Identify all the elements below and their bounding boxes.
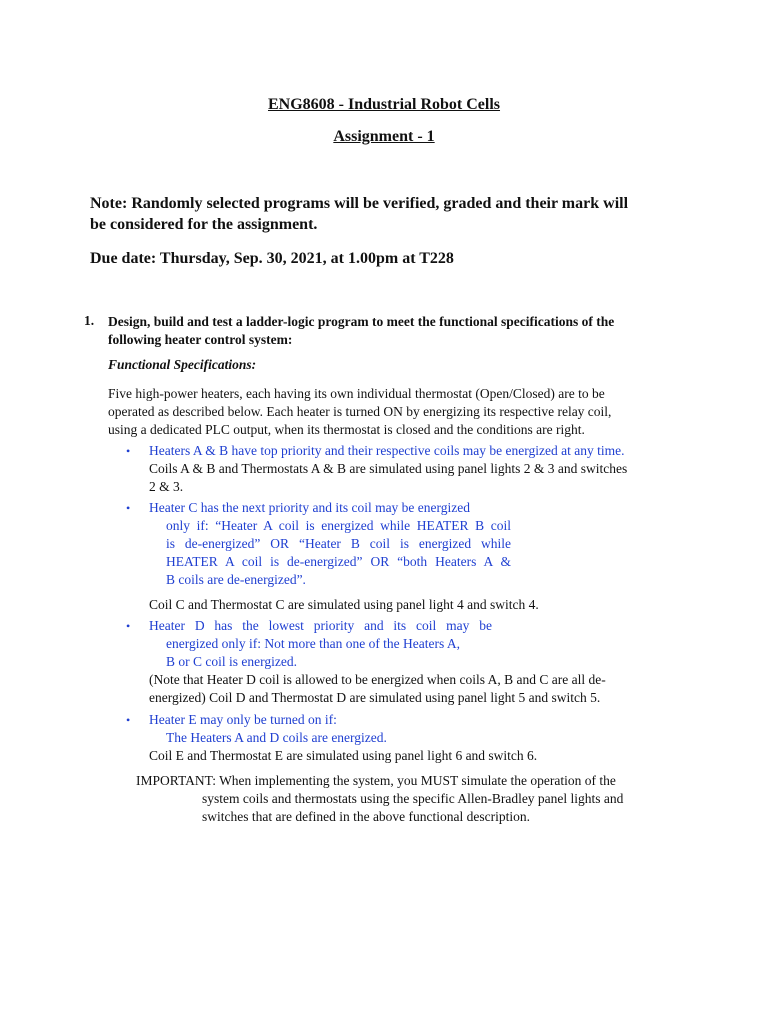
detail-line: (Note that Heater D coil is allowed to be energized when coils A, B and C are all de- (149, 672, 606, 687)
condition-line: only if: “Heater A coil is energized while HEATER B coil (166, 518, 511, 533)
bullet-text: Heater D has the lowest priority and its coil may be (149, 618, 492, 633)
condition-line: HEATER A coil is de-energized” OR “both Heaters A & (166, 554, 511, 569)
question-number: 1. (84, 313, 95, 328)
bullet-text: Heater C has the next priority and its coil may be energized (149, 500, 471, 515)
assignment-title: Assignment - 1 (333, 128, 435, 145)
course-title: ENG8608 - Industrial Robot Cells (267, 96, 501, 113)
important-line: switches that are defined in the above functional description. (202, 809, 531, 824)
bullet-detail (149, 671, 684, 707)
detail-line: Coils A & B and Thermostats A & B are simulated using panel lights 2 & 3 and switches (149, 461, 628, 476)
note (90, 193, 690, 235)
bullet-text-continued: The Heaters A and D coils are energized. (166, 730, 387, 745)
condition-line: is de-energized” OR “Heater B coil is energized while (166, 536, 511, 551)
important-note-continued (202, 790, 682, 826)
intro-line: Five high-power heaters, each having its own individual thermostat (Open/Closed) are to be (108, 386, 605, 401)
functional-spec-title: Functional Specifications: (108, 357, 257, 372)
bullet-icon: • (126, 713, 131, 727)
note-line: be considered for the assignment. (90, 216, 318, 233)
bullet-text: Heaters A & B have top priority and their respective coils may be energized at any time. (149, 443, 625, 458)
note-line: Note: Randomly selected programs will be verified, graded and their mark will (90, 195, 629, 212)
bullet-detail (149, 460, 679, 496)
due-date: Due date: Thursday, Sep. 30, 2021, at 1.00pm at T228 (90, 250, 454, 267)
bullet-text-continued (166, 517, 511, 589)
detail-line: energized) Coil D and Thermostat D are simulated using panel light 5 and switch 5. (149, 690, 601, 705)
important-line: system coils and thermostats using the specific Allen-Bradley panel lights and (202, 791, 624, 806)
bullet-detail: Coil E and Thermostat E are simulated using panel light 6 and switch 6. (149, 748, 538, 763)
question-line: Design, build and test a ladder-logic program to meet the functional specifications of the (108, 314, 615, 329)
detail-line: 2 & 3. (149, 479, 184, 494)
important-note: IMPORTANT: When implementing the system, you MUST simulate the operation of the (136, 773, 616, 788)
bullet-text: Heater E may only be turned on if: (149, 712, 337, 727)
bullet-detail: Coil C and Thermostat C are simulated using panel light 4 and switch 4. (149, 597, 539, 612)
intro-line: using a dedicated PLC output, when its thermostat is closed and the conditions are right. (108, 422, 585, 437)
intro-line: operated as described below. Each heater is turned ON by energizing its respective relay coil, (108, 404, 612, 419)
bullet-text-continued (166, 635, 496, 671)
condition-line: energized only if: Not more than one of the Heaters A, (166, 636, 461, 651)
question-text (108, 313, 688, 349)
bullet-icon: • (126, 444, 131, 458)
intro-paragraph (108, 385, 683, 439)
condition-line: B or C coil is energized. (166, 654, 297, 669)
condition-line: B coils are de-energized”. (166, 572, 306, 587)
bullet-icon: • (126, 501, 131, 515)
bullet-icon: • (126, 619, 131, 633)
question-line: following heater control system: (108, 332, 293, 347)
